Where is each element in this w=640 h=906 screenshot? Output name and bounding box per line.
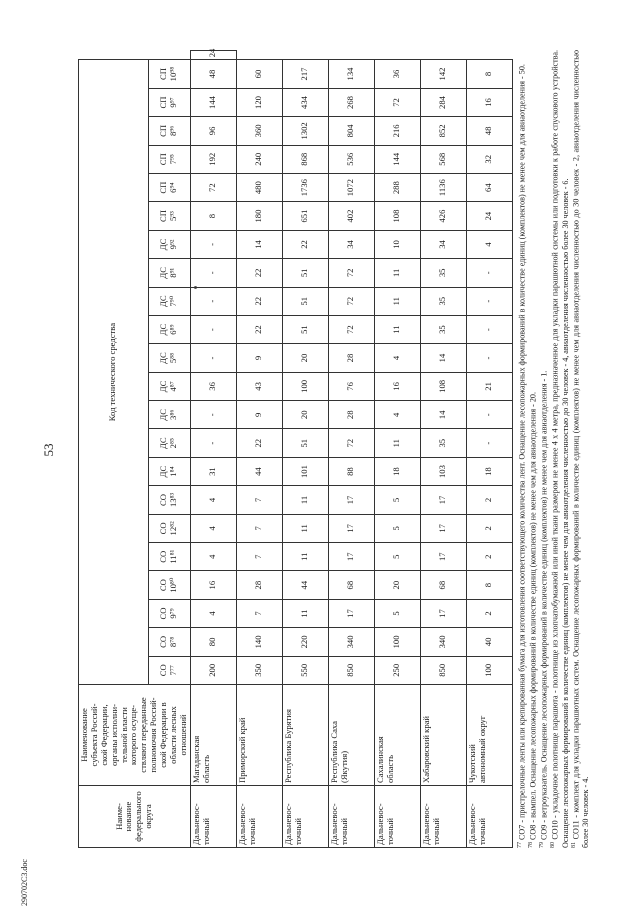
value-cell: 4 (466, 230, 512, 258)
code-number: 1⁸⁴ (168, 466, 179, 477)
value-cell: 14 (420, 344, 466, 372)
header-code-cell (148, 372, 190, 400)
code-number: 4⁸⁷ (168, 381, 179, 392)
value-cell: 34 (328, 230, 374, 258)
code-name: СО (158, 579, 169, 592)
header-code-cell (148, 60, 190, 89)
value-cell: 1136 (420, 173, 466, 201)
value-cell: 340 (420, 628, 466, 656)
value-cell: 402 (328, 202, 374, 230)
value-cell: 22 (236, 429, 282, 457)
value-cell: 10 (374, 230, 420, 258)
value-cell: 7 (236, 543, 282, 571)
code-number: 9⁹² (168, 239, 179, 250)
value-cell: 17 (420, 514, 466, 542)
footnote-number: 81 (571, 842, 578, 848)
header-code-cell (148, 401, 190, 429)
header-code-cell (148, 287, 190, 315)
value-cell: - (466, 401, 512, 429)
code-name: ДС (158, 238, 169, 251)
value-cell: 100 (374, 628, 420, 656)
value-cell: 200 (190, 656, 236, 684)
value-cell: 20 (282, 401, 328, 429)
value-cell: 51 (282, 315, 328, 343)
code-name: ДС (158, 352, 169, 364)
code-name: СО (158, 607, 169, 620)
district-cell: Дальневос- точный (374, 786, 420, 848)
value-cell: 192 (190, 145, 236, 173)
code-number: 5⁹³ (168, 211, 179, 221)
footnote-number: 79 (539, 842, 546, 848)
value-cell: 51 (282, 259, 328, 287)
value-cell: 16 (466, 88, 512, 116)
value-cell: 34 (420, 230, 466, 258)
code-number: 9⁹⁷ (168, 97, 179, 108)
value-cell: 11 (282, 543, 328, 571)
value-cell: 51 (282, 287, 328, 315)
code-number: 9⁷⁹ (168, 608, 179, 619)
value-cell: - (466, 287, 512, 315)
value-cell: 35 (420, 259, 466, 287)
subject-cell: Республика Саха (Якутия) (328, 685, 374, 786)
value-cell: 22 (236, 315, 282, 343)
value-cell: - (190, 429, 236, 457)
header-code-cell (148, 599, 190, 627)
code-name: СО (158, 550, 169, 563)
value-cell: 16 (374, 372, 420, 400)
table-row (374, 51, 420, 848)
code-number: 8⁷⁸ (168, 636, 179, 648)
value-cell: 1736 (282, 173, 328, 201)
header-code-cell (148, 514, 190, 542)
subject-cell: Чукотский автономный округ (466, 685, 512, 786)
value-cell: 250 (374, 656, 420, 684)
value-cell: 5 (374, 486, 420, 514)
value-cell: 288 (374, 173, 420, 201)
header-code-cell (148, 230, 190, 258)
value-cell: 17 (328, 486, 374, 514)
value-cell: 11 (282, 486, 328, 514)
code-name: СО (158, 635, 169, 648)
value-cell: 5 (374, 514, 420, 542)
subject-cell: Приморский край (236, 685, 282, 786)
footnote-text: СО8 - вымпел. Оснащение лесопожарных формирований в количестве единиц (комплектов) не менее чем для авиаотделения - 20. (528, 392, 538, 840)
value-cell: 28 (328, 401, 374, 429)
value-cell: 4 (374, 344, 420, 372)
value-cell: 72 (190, 173, 236, 201)
footnote-number: 77 (516, 842, 523, 848)
code-number: 3⁸⁶ (168, 409, 179, 420)
value-cell: 350 (236, 656, 282, 684)
code-name: СП (158, 124, 169, 137)
value-cell: - (466, 429, 512, 457)
value-cell: 536 (328, 145, 374, 173)
code-number: 6⁸⁹ (168, 324, 179, 335)
value-cell: 11 (374, 315, 420, 343)
value-cell: - (466, 315, 512, 343)
value-cell: - (190, 344, 236, 372)
district-cell: Дальневос- точный (282, 786, 328, 848)
code-number: 2⁸⁵ (168, 438, 179, 449)
value-cell: 9 (236, 344, 282, 372)
footnote-text: СО9 - ветроуказатель. Оснащение лесопожарных формирований в количестве единиц (комплектов) не менее чем для авиаотделения - 1. (539, 370, 549, 840)
value-cell: 17 (328, 514, 374, 542)
header-code-cell (148, 315, 190, 343)
value-cell: 72 (328, 259, 374, 287)
value-cell: 2 (466, 543, 512, 571)
value-cell: 22 (282, 230, 328, 258)
value-cell: 22 (236, 259, 282, 287)
value-cell: - (466, 259, 512, 287)
value-cell: 20 (374, 571, 420, 599)
value-cell: 72 (328, 315, 374, 343)
value-cell: 24 (466, 202, 512, 230)
header-code-cell (148, 429, 190, 457)
value-cell: - (466, 344, 512, 372)
value-cell: 2 (466, 599, 512, 627)
value-cell: - (190, 401, 236, 429)
value-cell: 360 (236, 117, 282, 145)
value-cell: 4 (190, 543, 236, 571)
code-name: СО (158, 522, 169, 535)
value-cell: 28 (328, 344, 374, 372)
value-cell: 240 (236, 145, 282, 173)
subject-cell: Магаданская область (190, 685, 236, 786)
value-cell: 96 (190, 117, 236, 145)
value-cell: 852 (420, 117, 466, 145)
value-cell: 18 (466, 457, 512, 485)
header-code-cell (148, 88, 190, 116)
header-code-cell (148, 145, 190, 173)
value-cell: 180 (236, 202, 282, 230)
value-cell: 804 (328, 117, 374, 145)
value-cell: - (190, 259, 236, 287)
value-cell: 7 (236, 514, 282, 542)
header-code-cell (148, 117, 190, 145)
value-cell: 72 (328, 429, 374, 457)
value-cell: 4 (190, 599, 236, 627)
code-number: 7⁷⁷ (168, 665, 179, 676)
value-cell: 2 (466, 514, 512, 542)
footnote (528, 50, 538, 848)
value-cell: 80 (190, 628, 236, 656)
code-number: 6⁹⁴ (168, 182, 179, 193)
footnote (517, 50, 527, 848)
value-cell: 1302 (282, 117, 328, 145)
value-cell: 68 (328, 571, 374, 599)
header-code-cell (148, 457, 190, 485)
value-cell: 142 (420, 60, 466, 89)
value-cell: 28 (236, 571, 282, 599)
value-cell: 35 (420, 287, 466, 315)
header-code-cell (148, 571, 190, 599)
code-number: 8⁹⁶ (168, 125, 179, 137)
value-cell: 51 (282, 429, 328, 457)
header-code-cell (148, 202, 190, 230)
value-cell: 76 (328, 372, 374, 400)
value-cell: 11 (282, 599, 328, 627)
value-cell: 11 (374, 287, 420, 315)
value-cell: 108 (420, 372, 466, 400)
code-name: ДС (158, 323, 169, 336)
value-cell: 284 (420, 88, 466, 116)
table-row (328, 51, 374, 848)
value-cell: 7 (236, 486, 282, 514)
value-cell: 100 (282, 372, 328, 400)
value-cell: 11 (374, 429, 420, 457)
code-name: СП (158, 210, 169, 223)
value-cell: 8 (190, 202, 236, 230)
value-cell: 2 (466, 486, 512, 514)
table-row (282, 51, 328, 848)
value-cell: 4 (374, 401, 420, 429)
header-code-cell (148, 628, 190, 656)
value-cell: 44 (236, 457, 282, 485)
header-code-cell (148, 173, 190, 201)
value-cell: 24 (190, 51, 236, 60)
value-cell: 8 (466, 571, 512, 599)
header-subject: Наименование субъекта Россий- ской Федерации, органы исполни- тельной власти которого осуще- ствляют переданные полномочия Россий- ской Федерации в области лесных отношений (79, 685, 191, 786)
value-cell: 14 (236, 230, 282, 258)
code-name: ДС (158, 380, 169, 393)
code-name: ДС (158, 295, 169, 308)
value-cell: 11 (282, 514, 328, 542)
value-cell: 36 (374, 60, 420, 89)
value-cell: 1072 (328, 173, 374, 201)
table-row (420, 51, 466, 848)
code-number: 10⁸⁰ (168, 577, 179, 593)
header-code-cell (148, 656, 190, 684)
value-cell: 14 (420, 401, 466, 429)
code-number: 13⁸³ (168, 492, 179, 508)
value-cell: 9 (236, 401, 282, 429)
value-cell: 48 (466, 117, 512, 145)
value-cell: - (190, 315, 236, 343)
value-cell: 103 (420, 457, 466, 485)
value-cell: 144 (374, 145, 420, 173)
value-cell: 5 (374, 543, 420, 571)
code-number: 8⁹¹ (168, 267, 179, 278)
value-cell: 140 (236, 628, 282, 656)
code-name: ДС (158, 437, 169, 449)
district-cell: Дальневос- точный (466, 786, 512, 848)
value-cell: 651 (282, 202, 328, 230)
footnote-text: СО7 - пристрелочные ленты или крепированная бумага для изготовления соответствующего количества лент. Оснащение лесопожарных формирований в количестве единиц (комплектов) не менее чем для авиаотделения - 50. (517, 64, 527, 840)
value-cell: 100 (466, 656, 512, 684)
value-cell: 8 (466, 60, 512, 89)
subject-cell: Сахалинская область (374, 685, 420, 786)
value-cell: 36 (190, 372, 236, 400)
value-cell: 17 (328, 543, 374, 571)
value-cell: 216 (374, 117, 420, 145)
value-cell: 340 (328, 628, 374, 656)
district-cell: Дальневос- точный (236, 786, 282, 848)
header-district: Наиме- нование федерального округа (79, 786, 191, 848)
value-cell: 11 (374, 259, 420, 287)
value-cell: 21 (466, 372, 512, 400)
value-cell: 17 (420, 486, 466, 514)
value-cell: 134 (328, 60, 374, 89)
subject-cell: Хабаровский край (420, 685, 466, 786)
value-cell: 44 (282, 571, 328, 599)
value-cell: 426 (420, 202, 466, 230)
value-cell: 5 (374, 599, 420, 627)
district-cell: Дальневос- точный (328, 786, 374, 848)
value-cell: 850 (328, 656, 374, 684)
value-cell: 64 (466, 173, 512, 201)
value-cell: - (190, 230, 236, 258)
value-cell: 568 (420, 145, 466, 173)
code-name: СП (158, 96, 169, 109)
subject-cell: Республика Бурятия (282, 685, 328, 786)
code-number: 11⁸¹ (168, 549, 179, 564)
value-cell: 850 (420, 656, 466, 684)
value-cell: 32 (466, 145, 512, 173)
footnote-number: 78 (527, 842, 534, 848)
value-cell: 4 (190, 514, 236, 542)
code-number: 10⁹⁸ (168, 66, 179, 82)
footnote-text: СО10 - укладочное полотнище парашюта - полотнище из хлопчатобумажной или иной ткани размером не менее 4 х 4 метра, предназначенное для укладки парашютной системы или подготовки к работе спускового устройства. Оснащение лесопожарных формирований в количестве единиц (комплектов) не менее чем для авиаотделения численностью до 30 человек - 4, авиаотделения численностью более 30 человек - 6. (551, 50, 570, 848)
code-number: 7⁹⁰ (168, 295, 179, 307)
district-cell: Дальневос- точный (420, 786, 466, 848)
value-cell: 60 (236, 60, 282, 89)
value-cell: 18 (374, 457, 420, 485)
code-name: СО (158, 664, 169, 677)
table-row (236, 51, 282, 848)
value-cell: 35 (420, 315, 466, 343)
table-body (190, 48, 512, 848)
value-cell: 72 (374, 88, 420, 116)
value-cell: 68 (420, 571, 466, 599)
value-cell: 43 (236, 372, 282, 400)
value-cell: 120 (236, 88, 282, 116)
value-cell: 35 (420, 429, 466, 457)
document-file-code: 290702C3.doc (20, 859, 29, 906)
value-cell: 17 (420, 599, 466, 627)
value-cell: 7 (236, 599, 282, 627)
header-equipment-code-group: Код технического средства (79, 60, 149, 685)
value-cell: 17 (420, 543, 466, 571)
header-code-cell (148, 543, 190, 571)
code-number: 5⁸⁸ (168, 352, 179, 364)
footnote-text: СО11 - комплект для укладки парашютных систем. Оснащение лесопожарных формирований в количестве единиц (комплектов) не менее чем для авиаотделения численностью до 30 человек - 2, авиаотделения численностью более 30 человек - 4. (571, 50, 591, 848)
code-name: ДС (158, 408, 169, 421)
value-cell: 220 (282, 628, 328, 656)
value-cell: 480 (236, 173, 282, 201)
value-cell: 434 (282, 88, 328, 116)
value-cell: 40 (466, 628, 512, 656)
table-row (466, 51, 512, 848)
technical-equipment-table (78, 50, 513, 848)
value-cell: 31 (190, 457, 236, 485)
footnotes (517, 50, 591, 848)
code-name: ДС (158, 267, 169, 279)
page-number: 53 (41, 443, 56, 457)
code-name: ДС (158, 465, 169, 478)
value-cell: 101 (282, 457, 328, 485)
header-code-cell (148, 486, 190, 514)
footnote (571, 50, 591, 848)
value-cell: 268 (328, 88, 374, 116)
footnote (550, 50, 570, 848)
code-name: СО (158, 493, 169, 506)
value-cell: 4 (190, 486, 236, 514)
code-name: СП (158, 181, 169, 194)
code-number: 7⁹⁵ (168, 154, 179, 165)
value-cell: 20 (282, 344, 328, 372)
value-cell: 144 (190, 88, 236, 116)
district-cell: Дальневос- точный (190, 786, 236, 848)
footnote (539, 50, 549, 848)
rotated-page-content (78, 38, 590, 848)
table-header-row (79, 51, 149, 848)
value-cell: 22 (236, 287, 282, 315)
value-cell: 17 (328, 599, 374, 627)
value-cell: 550 (282, 656, 328, 684)
value-cell: 48 (190, 60, 236, 89)
footnote-number: 80 (550, 842, 557, 848)
table-row (190, 51, 236, 848)
code-number: 12⁸² (168, 521, 179, 536)
code-name: СП (158, 153, 169, 166)
value-cell: 16 (190, 571, 236, 599)
value-cell: 72 (328, 287, 374, 315)
code-name: СП (158, 68, 169, 80)
value-cell: 108 (374, 202, 420, 230)
header-code-cell (148, 344, 190, 372)
value-cell: - (190, 287, 236, 315)
header-code-cell (148, 259, 190, 287)
value-cell: 88 (328, 457, 374, 485)
value-cell: 217 (282, 60, 328, 89)
value-cell: 868 (282, 145, 328, 173)
